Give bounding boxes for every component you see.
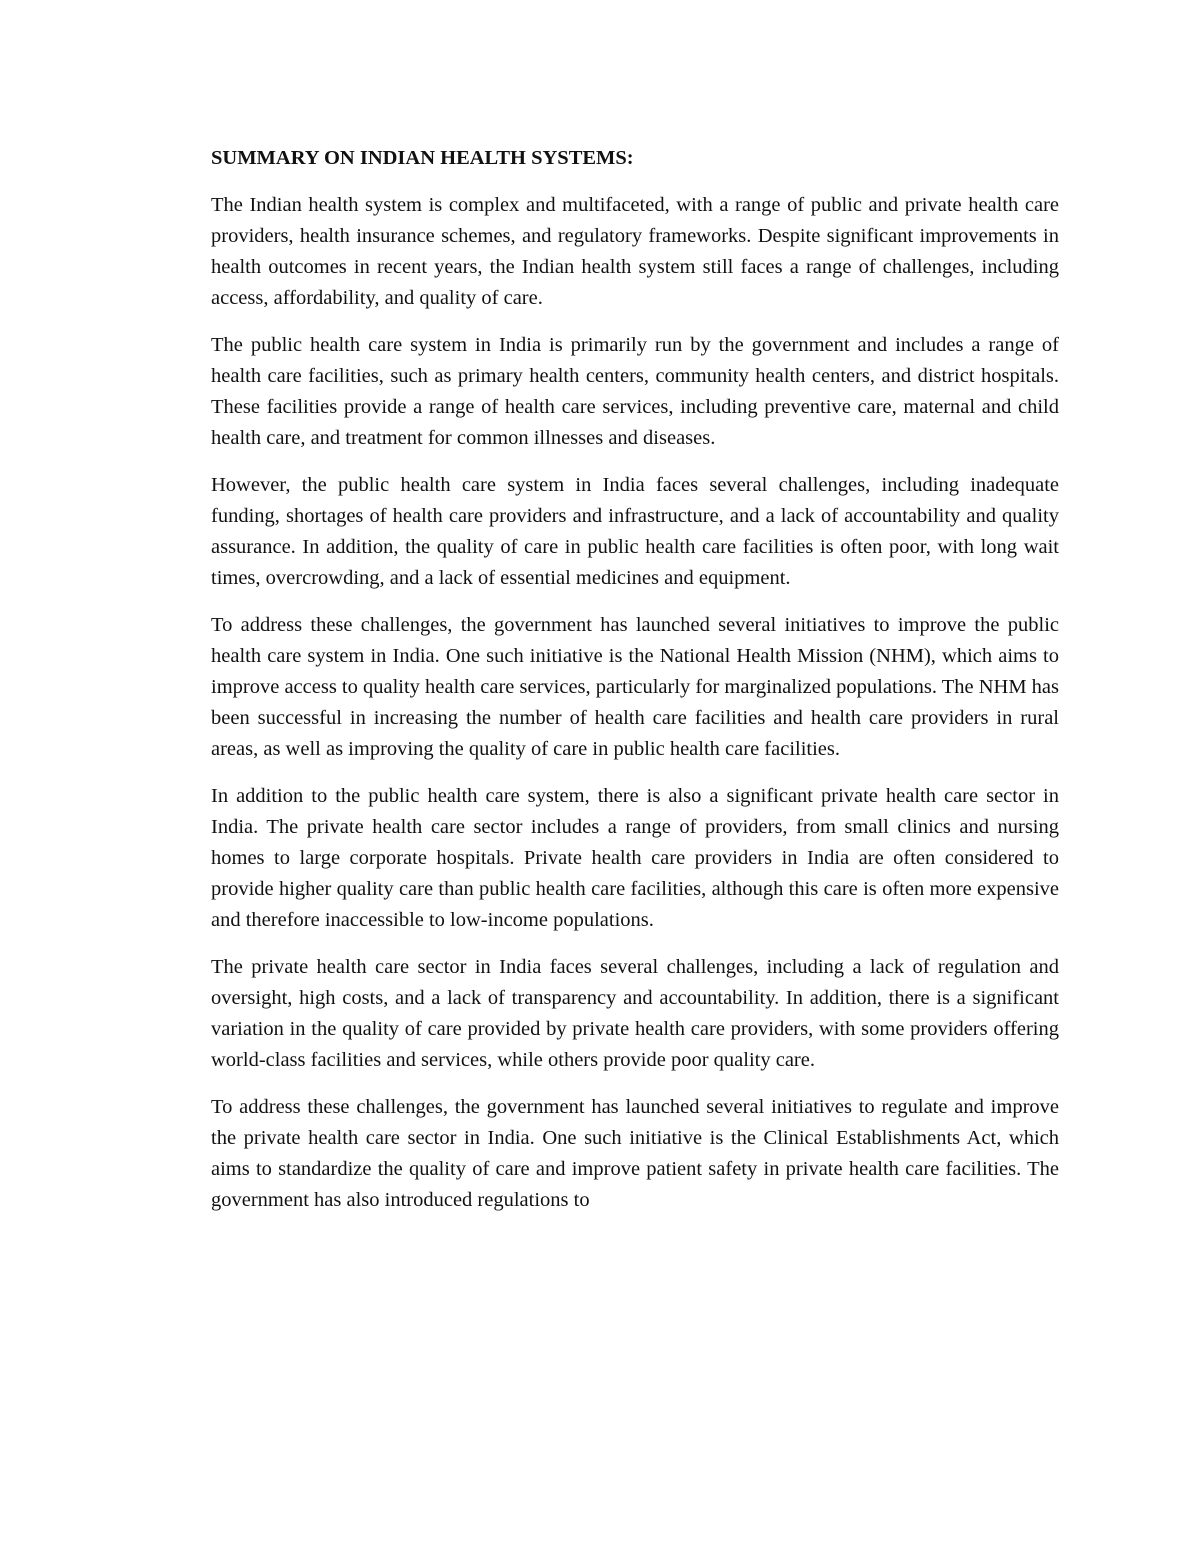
paragraph-public-system: The public health care system in India is primarily run by the government and includes a range of health care facilities, such as primary health centers, community health centers, and district hospitals. These facilities provide a range of health care services, including preventive care, maternal and child health care, and treatment for common illnesses and diseases.	[211, 334, 1059, 449]
paragraph-private-sector: In addition to the public health care system, there is also a significant private health care sector in India. The private health care sector includes a range of providers, from small clinics and nursing homes to large corporate hospitals. Private health care providers in India are often considered to provide higher quality care than public health care facilities, although this care is often more expensive and therefore inaccessible to low-income populations.	[211, 785, 1059, 931]
paragraph-public-initiatives: To address these challenges, the government has launched several initiatives to improve the public health care system in India. One such initiative is the National Health Mission (NHM), which aims to improve access to quality health care services, particularly for marginalized populations. The NHM has been successful in increasing the number of health care facilities and health care providers in rural areas, as well as improving the quality of care in public health care facilities.	[211, 614, 1060, 760]
document-body	[211, 143, 1059, 1216]
paragraph-public-challenges: However, the public health care system in India faces several challenges, including inadequate funding, shortages of health care providers and infrastructure, and a lack of accountability and quality assurance. In addition, the quality of care in public health care facilities is often poor, with long wait times, overcrowding, and a lack of essential medicines and equipment.	[211, 474, 1059, 589]
paragraph-overview: The Indian health system is complex and multifaceted, with a range of public and private health care providers, health insurance schemes, and regulatory frameworks. Despite significant improvements in health outcomes in recent years, the Indian health system still faces a range of challenges, including access, affordability, and quality of care.	[211, 194, 1059, 309]
document-heading: SUMMARY ON INDIAN HEALTH SYSTEMS:	[211, 147, 634, 169]
paragraph-private-initiatives: To address these challenges, the government has launched several initiatives to regulate and improve the private health care sector in India. One such initiative is the Clinical Establishments Act, which aims to standardize the quality of care and improve patient safety in private health care facilities. The government has also introduced regulations to	[211, 1096, 1059, 1211]
paragraph-private-challenges: The private health care sector in India faces several challenges, including a lack of regulation and oversight, high costs, and a lack of transparency and accountability. In addition, there is a significant variation in the quality of care provided by private health care providers, with some providers offering world-class facilities and services, while others provide poor quality care.	[211, 956, 1059, 1071]
